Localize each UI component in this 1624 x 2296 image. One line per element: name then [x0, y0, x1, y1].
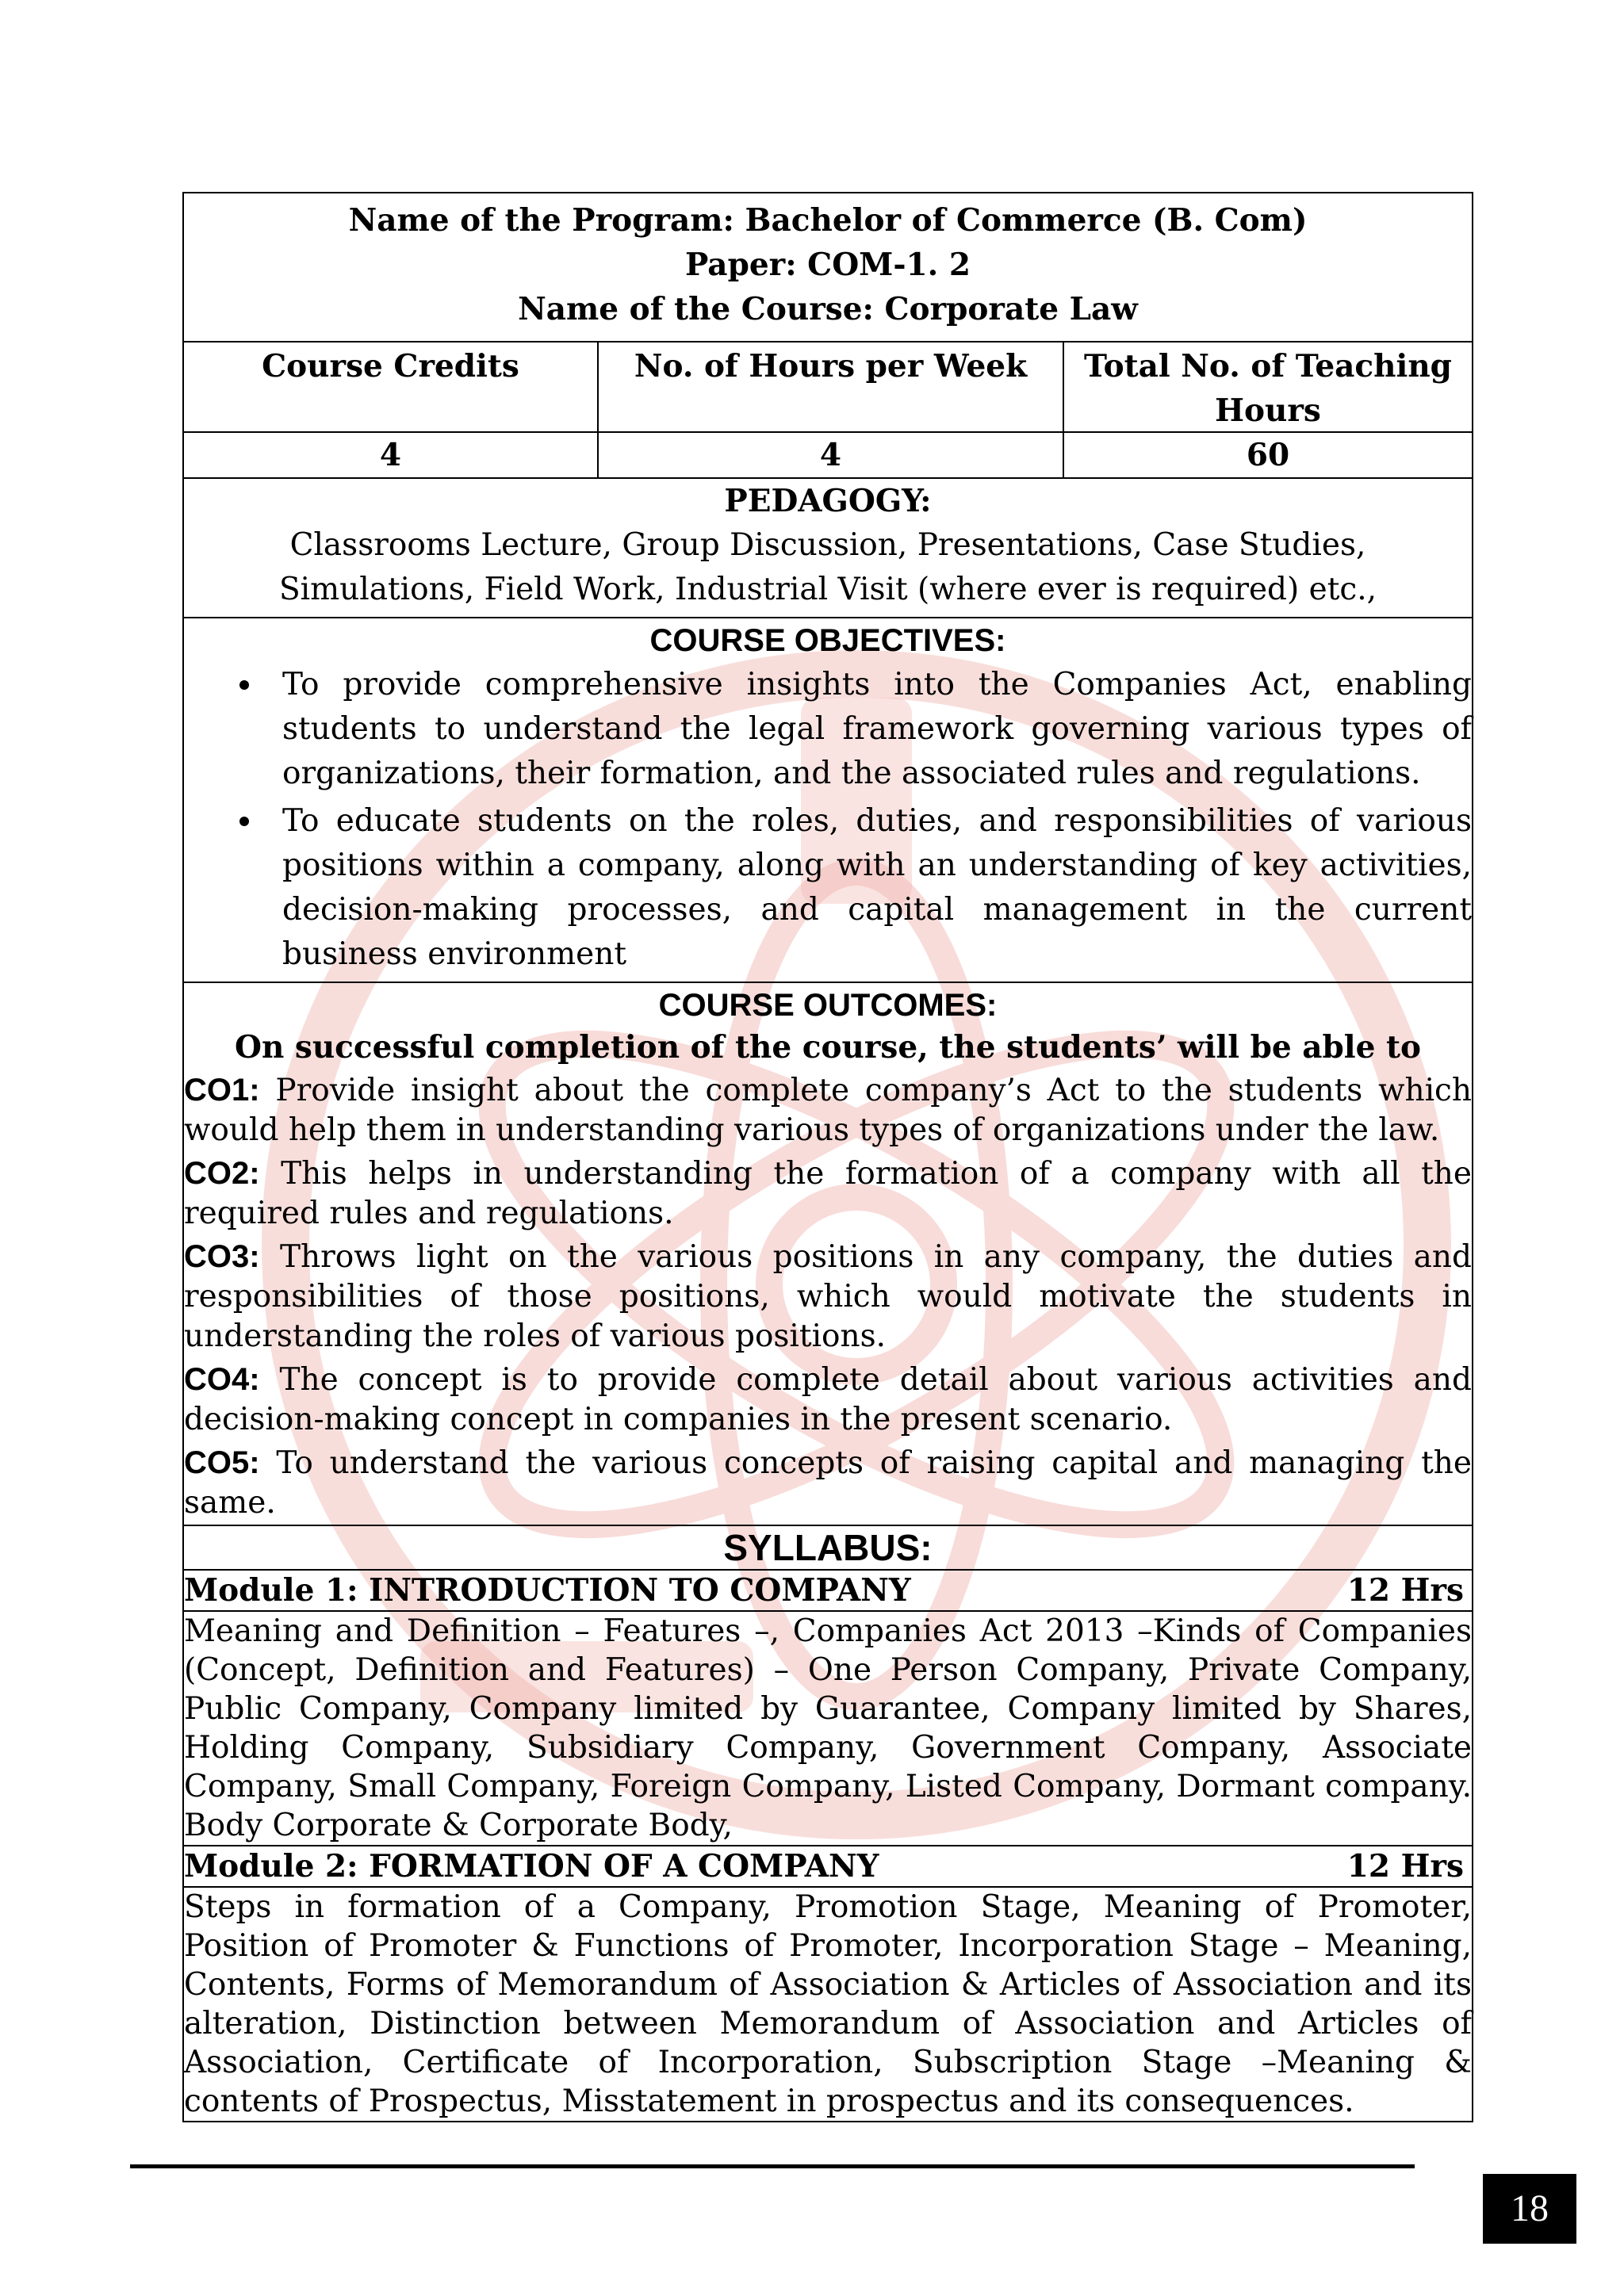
course-name: Name of the Course: Corporate Law: [518, 291, 1138, 327]
co-label: CO3:: [184, 1239, 260, 1274]
pedagogy-section: [184, 479, 1472, 618]
bullet-icon: [239, 817, 249, 826]
outcomes-section: [184, 983, 1472, 1526]
value-hours-per-week: 4: [599, 433, 1064, 477]
objective-item: To educate students on the roles, duties, and responsibilities of various positions within a company, along with an understanding of key activities, decision-making processes, and capital management in the current business environment: [282, 799, 1472, 977]
module-2-content: Steps in formation of a Company, Promotion Stage, Meaning of Promoter, Position of Promoter & Functions of Promoter, Incorporation Stage – Meaning, Contents, Forms of Memorandum of Association & Articles of Association and its alteration, Distinction between Memorandum of Association and Articles of Association, Certificate of Incorporation, Subscription Stage –Meaning & contents of Prospectus, Misstatement in prospectus and its consequences.: [184, 1889, 1472, 2119]
module-1-header: [184, 1571, 1472, 1612]
col-course-credits: Course Credits: [184, 342, 599, 431]
credits-table-header: [184, 342, 1472, 433]
module-hours: 12 Hrs: [1346, 1572, 1464, 1609]
outcomes-heading: COURSE OUTCOMES:: [658, 988, 998, 1023]
col-total-teaching-hours: Total No. of Teaching Hours: [1084, 348, 1452, 429]
module-title: Module 2: FORMATION OF A COMPANY: [184, 1848, 879, 1885]
paper-code: Paper: COM-1. 2: [685, 247, 971, 283]
module-1-content: Meaning and Definition – Features –, Companies Act 2013 –Kinds of Companies (Concept, Definition and Features) – One Person Company, Private Company, Public Company, Company limited by Guarantee, Company limited by Shares, Holding Company, Subsidiary Company, Government Company, Associate Company, Small Company, Foreign Company, Listed Company, Dormant company. Body Corporate & Corporate Body,: [184, 1612, 1472, 1846]
module-hours: 12 Hrs: [1346, 1848, 1464, 1885]
value-course-credits: 4: [184, 433, 599, 477]
module-title: Module 1: INTRODUCTION TO COMPANY: [184, 1572, 911, 1609]
co-label: CO4:: [184, 1362, 260, 1397]
pedagogy-heading: PEDAGOGY:: [724, 483, 932, 519]
outcome-co5: CO5: To understand the various concepts of raising capital and managing the same.: [184, 1445, 1472, 1521]
co-label: CO1:: [184, 1073, 260, 1108]
objectives-heading: COURSE OBJECTIVES:: [649, 623, 1006, 658]
credits-table-values: [184, 433, 1472, 479]
program-name: Name of the Program: Bachelor of Commerce (B. Com): [348, 202, 1308, 239]
course-document: [182, 192, 1473, 2122]
outcome-co4: CO4: The concept is to provide complete detail about various activities and decision-making concept in companies in the present scenario.: [184, 1362, 1472, 1437]
value-total-teaching-hours: 60: [1246, 437, 1290, 473]
objectives-section: [184, 618, 1472, 983]
outcome-co2: CO2: This helps in understanding the formation of a company with all the required rules and regulations.: [184, 1156, 1472, 1231]
course-header: [184, 193, 1472, 342]
objective-item: To provide comprehensive insights into the Companies Act, enabling students to understand the legal framework governing various types of organizations, their formation, and the associated rules and regulations.: [282, 663, 1472, 796]
co-label: CO2:: [184, 1156, 260, 1191]
objectives-list: [184, 663, 1472, 977]
bullet-icon: [239, 680, 249, 690]
outcome-co3: CO3: Throws light on the various positions in any company, the duties and responsibilities of those positions, which would motivate the students in understanding the roles of various positions.: [184, 1239, 1472, 1354]
col-hours-per-week: No. of Hours per Week: [599, 342, 1064, 431]
outcome-co1: CO1: Provide insight about the complete company’s Act to the students which would help them in understanding various types of organizations under the law.: [184, 1073, 1472, 1148]
co-label: CO5:: [184, 1445, 260, 1480]
module-2-header: [184, 1846, 1472, 1888]
pedagogy-text: Classrooms Lecture, Group Discussion, Presentations, Case Studies, Simulations, Field Work, Industrial Visit (where ever is required) etc.,: [278, 527, 1377, 607]
outcomes-subheading: On successful completion of the course, the students’ will be able to: [234, 1029, 1422, 1066]
syllabus-heading: SYLLABUS:: [184, 1526, 1472, 1571]
page-number: 18: [1483, 2174, 1576, 2244]
footer-rule: [130, 2164, 1415, 2168]
